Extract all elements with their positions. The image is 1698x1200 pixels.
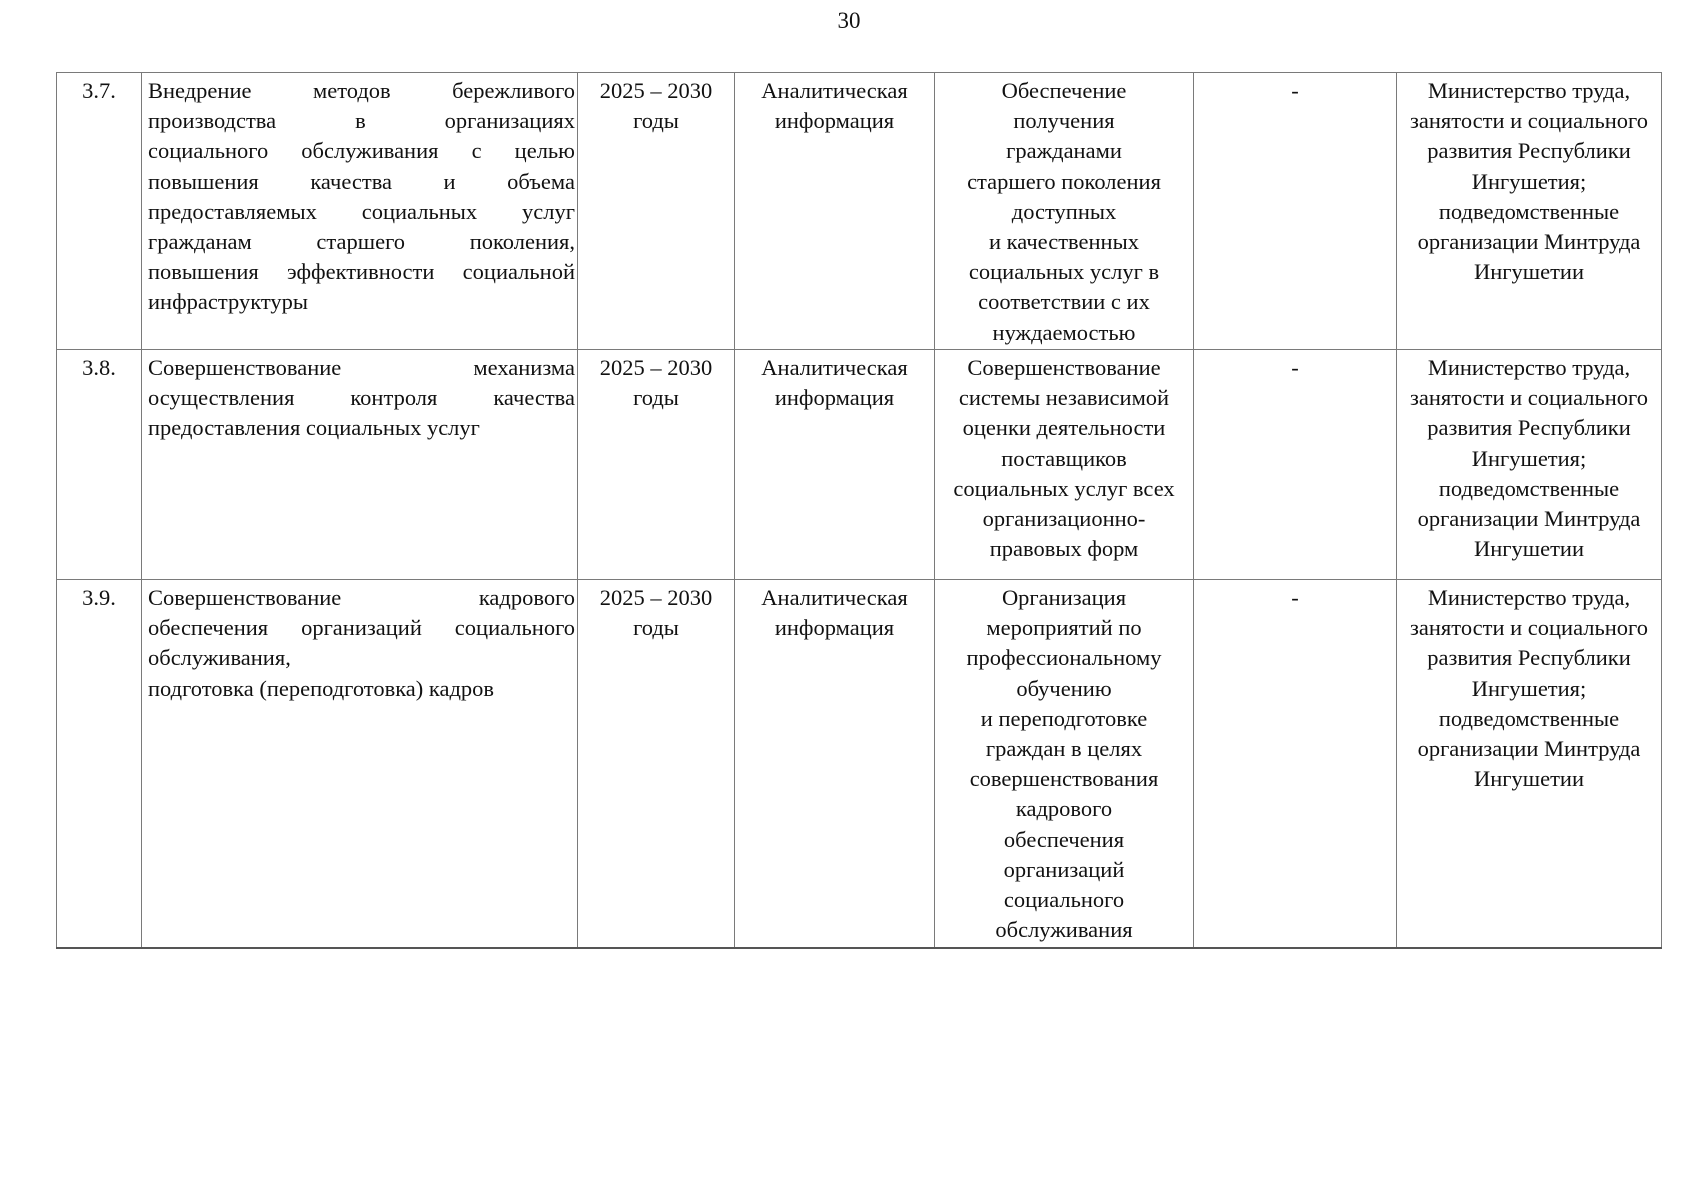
result-cell bbox=[935, 73, 1194, 350]
result-line: гражданами bbox=[1006, 138, 1122, 164]
indicator-cell: - bbox=[1194, 350, 1397, 580]
responsible-line: подведомственные bbox=[1438, 475, 1620, 501]
result-line: социального bbox=[1003, 887, 1125, 913]
responsible-cell bbox=[1397, 350, 1662, 580]
responsible-line: Министерство труда, bbox=[1427, 355, 1631, 380]
result-line: организационно- bbox=[982, 506, 1146, 532]
result-line: оценки деятельности bbox=[962, 415, 1166, 441]
result-line: нуждаемостью bbox=[992, 319, 1136, 345]
period-cell bbox=[578, 580, 735, 948]
measure-name-line: Совершенствование механизма bbox=[148, 355, 575, 380]
measure-name-line: обслуживания, bbox=[148, 645, 291, 671]
row-number-cell: 3.9. bbox=[57, 580, 142, 948]
period-line: годы bbox=[633, 385, 679, 411]
responsible-line: Ингушетии bbox=[1474, 766, 1584, 792]
period-cell bbox=[578, 350, 735, 580]
measure-name-line: обеспечения организаций социального bbox=[148, 615, 575, 641]
period-line: 2025 – 2030 bbox=[599, 355, 713, 380]
result-line: соответствии с их bbox=[978, 289, 1150, 315]
measures-table bbox=[56, 72, 1662, 949]
result-line: профессиональному bbox=[966, 645, 1162, 671]
responsible-line: Министерство труда, bbox=[1427, 585, 1631, 610]
result-cell bbox=[935, 350, 1194, 580]
responsible-line: развития Республики bbox=[1427, 645, 1631, 671]
responsible-line: подведомственные bbox=[1438, 705, 1620, 731]
responsible-line: Министерство труда, bbox=[1427, 78, 1631, 103]
responsible-line: организации Минтруда bbox=[1417, 229, 1641, 255]
source-cell bbox=[735, 580, 935, 948]
responsible-line: Ингушетия; bbox=[1471, 675, 1587, 701]
measure-name-line: повышения качества и объема bbox=[148, 168, 575, 194]
result-line: и качественных bbox=[989, 229, 1139, 255]
period-line: годы bbox=[633, 108, 679, 134]
measure-name-line: производства в организациях bbox=[148, 108, 575, 134]
result-line: организаций bbox=[1003, 856, 1125, 882]
result-line: социальных услуг в bbox=[968, 259, 1160, 285]
responsible-line: занятости и социального bbox=[1410, 108, 1648, 134]
measure-name-line: подготовка (переподготовка) кадров bbox=[148, 675, 495, 701]
result-line: доступных bbox=[1011, 198, 1117, 224]
responsible-line: развития Республики bbox=[1427, 415, 1631, 441]
measure-name-line: предоставления социальных услуг bbox=[148, 415, 480, 441]
result-line: обслуживания bbox=[995, 917, 1133, 943]
result-line: обеспечения bbox=[1003, 826, 1125, 852]
result-line: старшего поколения bbox=[967, 168, 1161, 194]
source-cell bbox=[735, 350, 935, 580]
page-number: 30 bbox=[837, 8, 861, 33]
source-line: Аналитическая bbox=[761, 585, 908, 610]
source-cell bbox=[735, 73, 935, 350]
measure-name-line: осуществления контроля качества bbox=[148, 385, 575, 411]
result-line: правовых форм bbox=[989, 536, 1139, 562]
responsible-cell bbox=[1397, 73, 1662, 350]
result-line: кадрового bbox=[1015, 796, 1113, 822]
measure-name-cell bbox=[142, 73, 578, 350]
result-line: граждан в целях bbox=[985, 736, 1143, 762]
row-number-cell: 3.7. bbox=[57, 73, 142, 350]
table-row bbox=[57, 73, 1662, 350]
result-line: Совершенствование bbox=[967, 355, 1161, 380]
responsible-line: организации Минтруда bbox=[1417, 506, 1641, 532]
measure-name-cell bbox=[142, 350, 578, 580]
table-row bbox=[57, 350, 1662, 580]
indicator-cell: - bbox=[1194, 580, 1397, 948]
measure-name-line: Совершенствование кадрового bbox=[148, 585, 575, 610]
measure-name-line: гражданам старшего поколения, bbox=[148, 229, 575, 255]
source-line: информация bbox=[774, 615, 895, 641]
result-line: социальных услуг всех bbox=[953, 475, 1175, 501]
responsible-line: Ингушетия; bbox=[1471, 445, 1587, 471]
responsible-line: подведомственные bbox=[1438, 198, 1620, 224]
period-line: годы bbox=[633, 615, 679, 641]
result-line: совершенствования bbox=[969, 766, 1159, 792]
result-line: системы независимой bbox=[958, 385, 1170, 411]
source-line: Аналитическая bbox=[761, 355, 908, 380]
result-line: и переподготовке bbox=[980, 705, 1148, 731]
period-cell bbox=[578, 73, 735, 350]
result-line: Организация bbox=[1001, 585, 1127, 610]
indicator-cell: - bbox=[1194, 73, 1397, 350]
period-line: 2025 – 2030 bbox=[599, 78, 713, 103]
measure-name-line: повышения эффективности социальной bbox=[148, 259, 575, 285]
result-line: поставщиков bbox=[1001, 445, 1127, 471]
result-line: получения bbox=[1013, 108, 1115, 134]
period-line: 2025 – 2030 bbox=[599, 585, 713, 610]
responsible-line: занятости и социального bbox=[1410, 615, 1648, 641]
responsible-line: Ингушетии bbox=[1474, 259, 1584, 285]
result-line: обучению bbox=[1016, 675, 1112, 701]
row-number-cell: 3.8. bbox=[57, 350, 142, 580]
measure-name-line: предоставляемых социальных услуг bbox=[148, 198, 575, 224]
measure-name-line: инфраструктуры bbox=[148, 289, 308, 315]
measure-name-line: Внедрение методов бережливого bbox=[148, 78, 575, 103]
measure-name-cell bbox=[142, 580, 578, 948]
responsible-line: Ингушетии bbox=[1474, 536, 1584, 562]
measure-name-line: социального обслуживания с целью bbox=[148, 138, 575, 164]
table-row bbox=[57, 580, 1662, 948]
responsible-cell bbox=[1397, 580, 1662, 948]
responsible-line: развития Республики bbox=[1427, 138, 1631, 164]
responsible-line: Ингушетия; bbox=[1471, 168, 1587, 194]
responsible-line: организации Минтруда bbox=[1417, 736, 1641, 762]
responsible-line: занятости и социального bbox=[1410, 385, 1648, 411]
result-line: Обеспечение bbox=[1001, 78, 1127, 103]
source-line: информация bbox=[774, 108, 895, 134]
result-cell bbox=[935, 580, 1194, 948]
source-line: информация bbox=[774, 385, 895, 411]
result-line: мероприятий по bbox=[986, 615, 1142, 641]
source-line: Аналитическая bbox=[761, 78, 908, 103]
